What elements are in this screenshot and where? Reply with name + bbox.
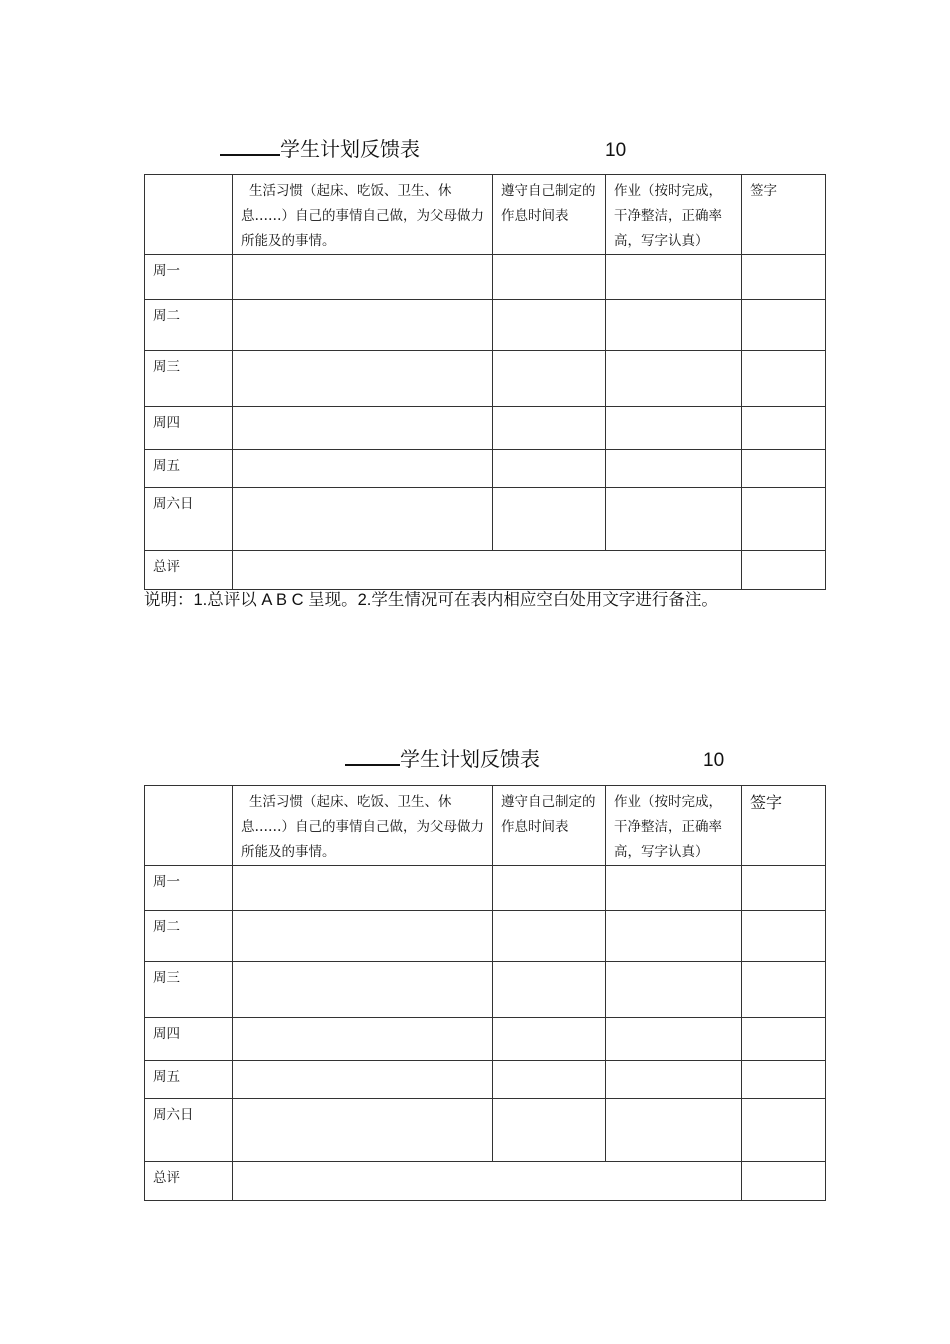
day-label: 周三 xyxy=(145,962,233,1018)
form-title-2 xyxy=(345,748,540,772)
table-row xyxy=(145,300,826,351)
header-habits: 生活习惯（起床、吃饭、卫生、休息……）自己的事情自己做，为父母做力所能及的事情。 xyxy=(233,786,493,866)
table-row xyxy=(145,450,826,488)
class-name-blank[interactable] xyxy=(345,764,400,766)
schedule-cell[interactable] xyxy=(493,962,606,1018)
note-text: 说明：1.总评以 A B C 呈现。2.学生情况可在表内相应空白处用文字进行备注。 xyxy=(144,591,718,609)
day-label: 周三 xyxy=(145,351,233,407)
form-title-text: 学生计划反馈表 xyxy=(400,749,540,771)
schedule-cell[interactable] xyxy=(493,911,606,962)
homework-cell[interactable] xyxy=(606,962,742,1018)
schedule-cell[interactable] xyxy=(493,300,606,351)
signature-cell[interactable] xyxy=(742,1061,826,1099)
day-label: 周一 xyxy=(145,255,233,300)
habits-cell[interactable] xyxy=(233,962,493,1018)
habits-cell[interactable] xyxy=(233,911,493,962)
header-habits: 生活习惯（起床、吃饭、卫生、休息……）自己的事情自己做，为父母做力所能及的事情。 xyxy=(233,175,493,255)
header-schedule: 遵守自己制定的作息时间表 xyxy=(493,786,606,866)
habits-cell[interactable] xyxy=(233,488,493,551)
homework-cell[interactable] xyxy=(606,300,742,351)
summary-row xyxy=(145,1162,826,1201)
homework-cell[interactable] xyxy=(606,255,742,300)
signature-cell[interactable] xyxy=(742,1099,826,1162)
schedule-cell[interactable] xyxy=(493,866,606,911)
schedule-cell[interactable] xyxy=(493,488,606,551)
schedule-cell[interactable] xyxy=(493,407,606,450)
table-row xyxy=(145,1018,826,1061)
feedback-table-2 xyxy=(144,785,826,1201)
summary-signature-cell[interactable] xyxy=(742,1162,826,1201)
day-label: 周六日 xyxy=(145,1099,233,1162)
summary-label: 总评 xyxy=(145,1162,233,1201)
habits-cell[interactable] xyxy=(233,866,493,911)
homework-cell[interactable] xyxy=(606,866,742,911)
homework-cell[interactable] xyxy=(606,488,742,551)
day-label: 周四 xyxy=(145,407,233,450)
header-homework: 作业（按时完成，干净整洁，正确率高，写字认真） xyxy=(606,175,742,255)
header-schedule: 遵守自己制定的作息时间表 xyxy=(493,175,606,255)
homework-cell[interactable] xyxy=(606,1099,742,1162)
header-signature: 签字 xyxy=(742,175,826,255)
signature-cell[interactable] xyxy=(742,962,826,1018)
signature-cell[interactable] xyxy=(742,351,826,407)
homework-cell[interactable] xyxy=(606,911,742,962)
table-row xyxy=(145,911,826,962)
header-homework: 作业（按时完成，干净整洁，正确率高，写字认真） xyxy=(606,786,742,866)
summary-signature-cell[interactable] xyxy=(742,551,826,590)
day-label: 周一 xyxy=(145,866,233,911)
habits-cell[interactable] xyxy=(233,255,493,300)
feedback-table-1 xyxy=(144,174,826,590)
signature-cell[interactable] xyxy=(742,1018,826,1061)
summary-cell[interactable] xyxy=(233,551,742,590)
schedule-cell[interactable] xyxy=(493,255,606,300)
table-row xyxy=(145,866,826,911)
table-row xyxy=(145,255,826,300)
habits-cell[interactable] xyxy=(233,450,493,488)
signature-cell[interactable] xyxy=(742,488,826,551)
summary-label: 总评 xyxy=(145,551,233,590)
class-name-blank[interactable] xyxy=(220,154,280,156)
signature-cell[interactable] xyxy=(742,911,826,962)
table-row xyxy=(145,407,826,450)
schedule-cell[interactable] xyxy=(493,351,606,407)
homework-cell[interactable] xyxy=(606,1061,742,1099)
schedule-cell[interactable] xyxy=(493,1061,606,1099)
header-corner-cell xyxy=(145,175,233,255)
header-corner-cell xyxy=(145,786,233,866)
day-label: 周二 xyxy=(145,911,233,962)
form-title-1 xyxy=(220,138,420,162)
habits-cell[interactable] xyxy=(233,351,493,407)
header-row xyxy=(145,175,826,255)
form-title-text: 学生计划反馈表 xyxy=(280,139,420,161)
signature-cell[interactable] xyxy=(742,407,826,450)
homework-cell[interactable] xyxy=(606,407,742,450)
day-label: 周二 xyxy=(145,300,233,351)
habits-cell[interactable] xyxy=(233,407,493,450)
homework-cell[interactable] xyxy=(606,450,742,488)
day-label: 周六日 xyxy=(145,488,233,551)
schedule-cell[interactable] xyxy=(493,450,606,488)
table-row xyxy=(145,351,826,407)
table-row xyxy=(145,962,826,1018)
homework-cell[interactable] xyxy=(606,351,742,407)
schedule-cell[interactable] xyxy=(493,1099,606,1162)
form-number-2: 10 xyxy=(703,750,725,771)
day-label: 周五 xyxy=(145,450,233,488)
habits-cell[interactable] xyxy=(233,1018,493,1061)
table-row xyxy=(145,488,826,551)
signature-cell[interactable] xyxy=(742,866,826,911)
schedule-cell[interactable] xyxy=(493,1018,606,1061)
habits-cell[interactable] xyxy=(233,1099,493,1162)
form-number-1: 10 xyxy=(605,140,627,161)
day-label: 周五 xyxy=(145,1061,233,1099)
table-row xyxy=(145,1061,826,1099)
homework-cell[interactable] xyxy=(606,1018,742,1061)
signature-cell[interactable] xyxy=(742,300,826,351)
header-row xyxy=(145,786,826,866)
header-signature: 签字 xyxy=(742,786,826,866)
summary-cell[interactable] xyxy=(233,1162,742,1201)
signature-cell[interactable] xyxy=(742,255,826,300)
day-label: 周四 xyxy=(145,1018,233,1061)
signature-cell[interactable] xyxy=(742,450,826,488)
habits-cell[interactable] xyxy=(233,300,493,351)
summary-row xyxy=(145,551,826,590)
table-row xyxy=(145,1099,826,1162)
habits-cell[interactable] xyxy=(233,1061,493,1099)
